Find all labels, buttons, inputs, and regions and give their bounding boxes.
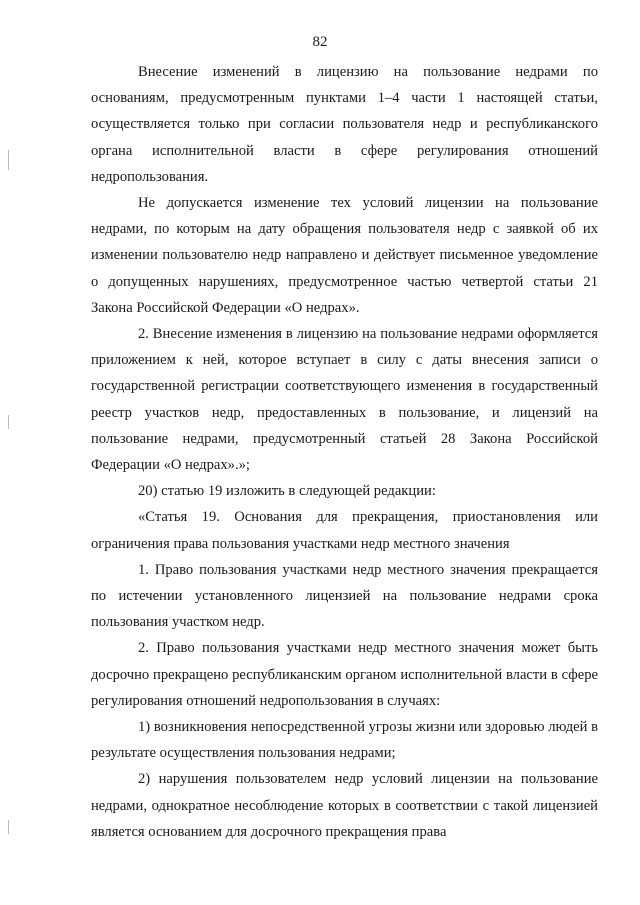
paragraph: Не допускается изменение тех условий лицензии на пользование недрами, по которым на дату обращения пользователя недр с заявкой об их изменении пользователю недр направлено и действует письменное уведомление о допущенных нарушениях, предусмотренное частью четвертой статьи 21 Закона Российской Федерации «О недрах». [91, 195, 598, 316]
list-item: 1) возникновения непосредственной угрозы жизни или здоровью людей в результате осуществления пользования недрами; [91, 719, 598, 762]
scan-edge-mark [8, 820, 9, 834]
article-heading: «Статья 19. Основания для прекращения, приостановления или ограничения права пользования участками недр местного значения [91, 509, 598, 552]
scan-edge-mark [8, 150, 9, 170]
scan-edge-mark [8, 415, 9, 429]
paragraph: 20) статью 19 изложить в следующей редакции: [138, 483, 436, 500]
paragraph: 2. Право пользования участками недр местного значения может быть досрочно прекращено республиканским органом исполнительной власти в сфере регулирования отношений недропользования в случаях: [91, 640, 598, 709]
paragraph: 2. Внесение изменения в лицензию на пользование недрами оформляется приложением к ней, которое вступает в силу с даты внесения записи о государственной регистрации соответствующего изменения в государственный реестр участков недр, предоставленных в пользование, и лицензий на пользование недрами, предусмотренный статьей 28 Закона Российской Федерации «О недрах».»; [91, 326, 598, 474]
document-body [91, 59, 598, 845]
paragraph: 1. Право пользования участками недр местного значения прекращается по истечении установленного лицензией на пользование недрами срока пользования участком недр. [91, 561, 598, 631]
paragraph: Внесение изменений в лицензию на пользование недрами по основаниям, предусмотренным пунктами 1–4 части 1 настоящей статьи, осуществляется только при согласии пользователя недр и республиканского органа исполнительной власти в сфере регулирования отношений недропользования. [91, 64, 598, 185]
page-number: 82 [312, 34, 328, 50]
list-item: 2) нарушения пользователем недр условий лицензии на пользование недрами, однократное несоблюдение которых в соответствии с такой лицензией является основанием для досрочного прекращения права [91, 771, 598, 840]
